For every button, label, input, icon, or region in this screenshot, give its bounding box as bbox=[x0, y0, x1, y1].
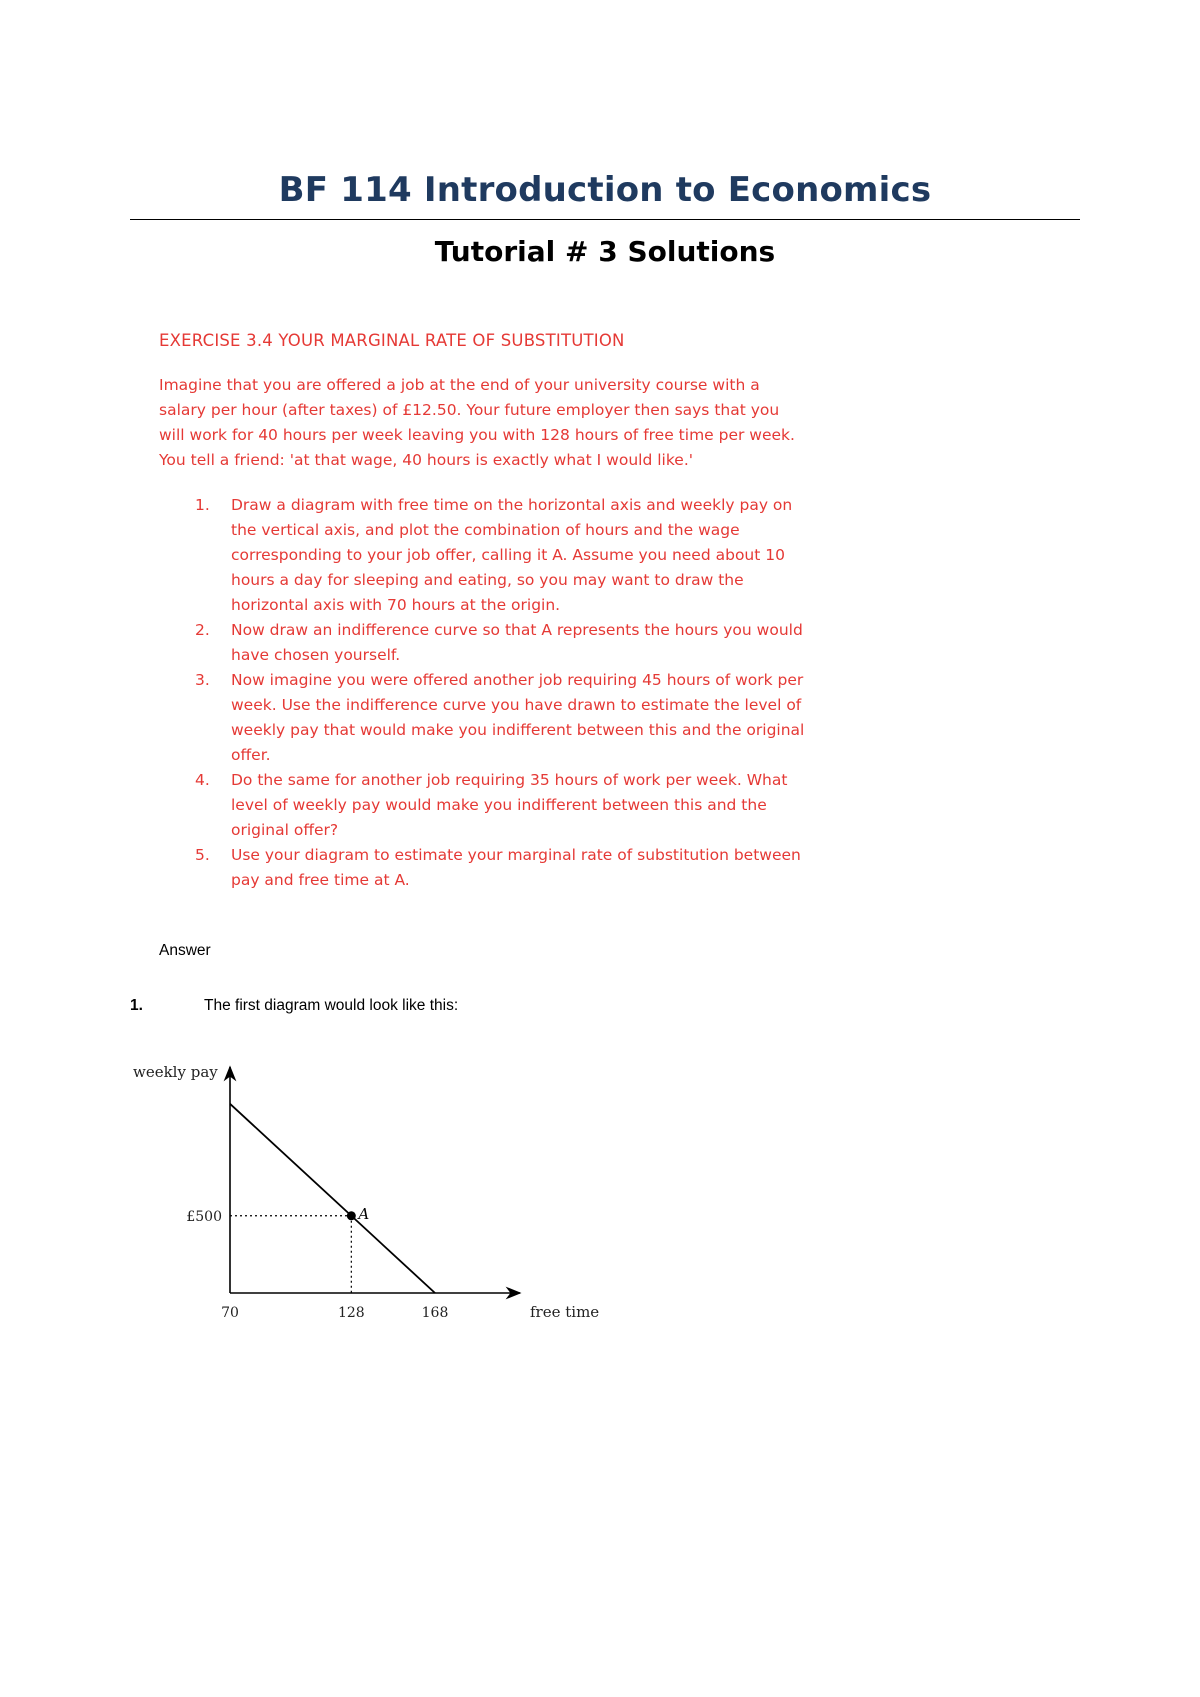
x-tick-label: 70 bbox=[221, 1305, 239, 1321]
question-text: Use your diagram to estimate your marginal rate of substitution between pay and free time at A. bbox=[231, 846, 801, 889]
budget-chart-svg bbox=[125, 1055, 625, 1345]
y-tick-label: £500 bbox=[186, 1208, 222, 1225]
document-subtitle: Tutorial # 3 Solutions bbox=[434, 235, 776, 268]
answer-item-text: The first diagram would look like this: bbox=[204, 997, 459, 1014]
answer-item-number: 1. bbox=[130, 997, 143, 1014]
budget-line bbox=[230, 1104, 435, 1293]
question-text: Do the same for another job requiring 35 hours of work per week. What level of weekly pay would make you indifferent between this and the original offer? bbox=[231, 771, 788, 839]
question-text: Now draw an indifference curve so that A represents the hours you would have chosen yourself. bbox=[231, 621, 803, 664]
x-tick-label: 168 bbox=[421, 1305, 449, 1321]
point-a-marker bbox=[347, 1211, 356, 1220]
point-a-label: A bbox=[358, 1204, 370, 1223]
x-axis-label: free time bbox=[530, 1303, 600, 1321]
title-divider bbox=[130, 219, 1080, 220]
x-tick-label: 128 bbox=[337, 1305, 365, 1321]
question-number: 5. bbox=[195, 846, 210, 864]
y-axis-label: weekly pay bbox=[133, 1063, 218, 1081]
question-text: Draw a diagram with free time on the horizontal axis and weekly pay on the vertical axis, and plot the combination of hours and the wage corresponding to your job offer, calling it A. Assume you need about 10 hours a day for sleeping and eating, so you may want to draw the horizontal axis with 70 hours at the origin. bbox=[231, 496, 793, 614]
exercise-heading: EXERCISE 3.4 YOUR MARGINAL RATE OF SUBSTITUTION bbox=[159, 331, 625, 350]
question-number: 3. bbox=[195, 671, 210, 689]
question-number: 4. bbox=[195, 771, 210, 789]
answer-item bbox=[130, 997, 458, 1015]
question-text: Now imagine you were offered another job requiring 45 hours of work per week. Use the indifference curve you have drawn to estimate the level of weekly pay that would make you indifferent between this and the original offer. bbox=[231, 671, 805, 764]
question-item bbox=[159, 668, 809, 768]
question-number: 2. bbox=[195, 621, 210, 639]
question-item bbox=[159, 493, 809, 618]
document-title: BF 114 Introduction to Economics bbox=[278, 170, 932, 210]
question-item bbox=[159, 843, 809, 893]
question-item bbox=[159, 768, 809, 843]
question-item bbox=[159, 618, 809, 668]
exercise-intro: Imagine that you are offered a job at the end of your university course with a salary per hour (after taxes) of £12.50. Your future employer then says that you will work for 40 hours per week leaving you with 128 hours of free time per week. You tell a friend: 'at that wage, 40 hours is exactly what I would like.' bbox=[159, 376, 795, 469]
question-list bbox=[159, 493, 809, 893]
answer-label: Answer bbox=[159, 942, 211, 959]
question-number: 1. bbox=[195, 496, 210, 514]
exercise-section bbox=[159, 328, 809, 893]
budget-diagram bbox=[125, 1055, 625, 1350]
